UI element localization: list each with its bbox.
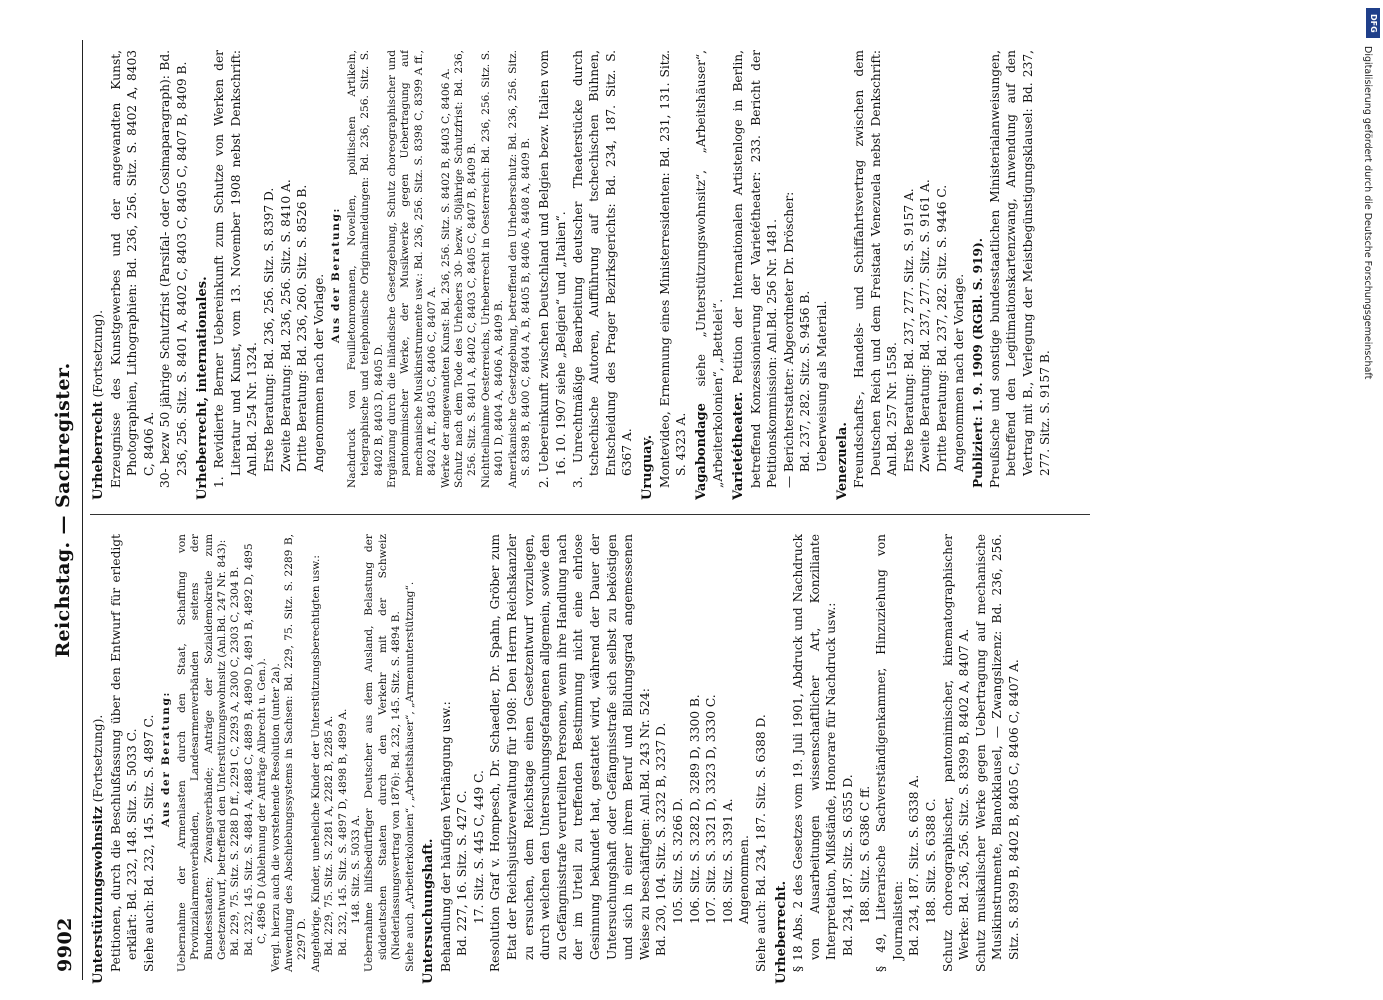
subsection-beratung	[330, 50, 533, 500]
entry-line: 2. Uebereinkunft zwischen Deutschland und Belgien bezw. Italien vom 16. 10. 1907 siehe „Belgien“ und „Italien“.	[537, 50, 568, 488]
entry-line: Dritte Beratung: Bd. 237, 282. Sitz. S. 9446 C.	[935, 184, 950, 472]
entry-line: Erste Beratung: Bd. 237, 277. Sitz. S. 9157 A.	[901, 188, 916, 472]
entry-line: Petitionen, durch die Beschlußfassung über den Entwurf für erledigt erklärt: Bd. 232, 148. Sitz. S. 5033 C.	[108, 534, 140, 972]
entry-line: Vergl. hierzu auch die vorstehende Resolution (unter 2a).	[269, 663, 282, 972]
entry-line: 148. Sitz. S. 5033 A.	[350, 814, 363, 924]
entry-heading: Urheberrecht.	[773, 880, 789, 984]
entry-line: Bd. 227, 16. Sitz. S. 427 C.	[455, 790, 470, 956]
entry-line: Amerikanische Gesetzgebung, betreffend den Urheberschutz: Bd. 236, 256. Sitz. S. 8398 B, 8400 C, 8404 A, B, 8405 B, 8406 A, 8408 A, 8409 B.	[506, 50, 532, 488]
entry-line: Siehe auch: Bd. 234, 187. Sitz. S. 6388 D.	[753, 714, 768, 972]
entry-line: Angehörige, Kinder, uneheliche Kinder der Unterstützungsberechtigten usw.:	[309, 555, 322, 972]
digitization-credit: Digitalisierung gefördert durch die Deutsche Forschungsgemeinschaft	[1362, 46, 1373, 380]
entry-line: Schutz nach dem Tode des Urhebers 30- bezw. 50jährige Schutzfrist: Bd. 236, 256. Sitz. S. 8401 A, 8402 C, 8403 C, 8405 C, 8407 B, 8409 B.	[452, 50, 479, 488]
entry-line: Montevideo, Ernennung eines Ministerresidenten: Bd. 231, 131. Sitz. S. 4323 A.	[657, 50, 689, 488]
entry-line: 106. Sitz. S. 3282 D, 3289 D, 3300 B.	[687, 694, 702, 924]
entry-line: Zweite Beratung: Bd. 236, 256. Sitz. S. 8410 A.	[278, 179, 293, 472]
right-column	[90, 50, 1220, 500]
entry-line: Dritte Beratung: Bd. 236, 260. Sitz. S. 8526 B.	[295, 184, 310, 472]
entry-line: Nachdruck von Feuilletonromanen, Novellen, politischen Artikeln, telegraphische und telephonische Originalmeldungen: Bd. 236, 256. Sitz. S. 8402 B, 8403 D, 8405 D.	[345, 50, 385, 488]
entry-publiziert	[970, 50, 1053, 500]
entry-line: Bd. 234, 187. Sitz. S. 6355 D.	[840, 774, 855, 956]
entry-line: Ergänzung durch die inländische Gesetzgebung, Schutz choreographischer und pantomimischer Werke, der Musikwerke gegen Uebertragung auf mechanische Musikinstrumente usw.: Bd. 236, 256. Sitz. S. 8398 C, 8399 A ff., 8402 A ff., 8405 C, 8406 C, 8407 A.	[385, 50, 439, 488]
entry-line: Angenommen.	[737, 835, 752, 924]
entry-line: § 18 Abs. 2 des Gesetzes vom 19. Juli 1901, Abdruck und Nachdruck von Ausarbeitungen wissenschaftlicher Art, Konziliante Interpretation, Mißstände, Honorare für Nachdruck usw.:	[791, 534, 839, 972]
entry-line: 3. Unrechtmäßige Bearbeitung deutscher Theaterstücke durch tschechische Autoren, Aufführung auf tschechischen Bühnen, Entscheidung des Prager Bezirksgerichts: Bd. 234, 187. Sitz. S. 6367 A.	[570, 50, 635, 488]
subsection-heading: Aus der Beratung:	[330, 207, 343, 343]
entry-line: Uebernahme der Armenlasten durch den Staat, Schaffung von Provinzialarmenverbänden, Landesarmenverbänden seitens der Bundesstaaten; Zwangsverbände; Anträge der Sozialdemokratie zum Gesetzentwurf, betreffend den Unterstützungswohnsitz (Anl.Bd. 247 Nr. 843):	[175, 534, 228, 972]
entry-uruguay	[639, 50, 690, 500]
entry-line: 1. Revidierte Berner Uebereinkunft zum Schutze von Werken der Literatur und Kunst, vom 13. November 1908 nebst Denkschrift: Anl.Bd. 254 Nr. 1324.	[212, 50, 260, 488]
entry-line: 105. Sitz. S. 3266 D.	[671, 797, 685, 924]
entry-line: Uebernahme hilfsbedürftiger Deutscher aus dem Ausland, Belastung der süddeutschen Staaten durch den Verkehr mit der Schweiz (Niederlassungsvertrag von 1876): Bd. 232, 145. Sitz. S. 4894 B.	[363, 534, 403, 972]
entry-heading-suffix: (Fortsetzung).	[91, 309, 105, 402]
entry-line: § 49, Literarische Sachverständigenkammer, Hinzuziehung von Journalisten:	[874, 534, 905, 972]
entry-line: Schutz musikalischer Werke gegen Uebertragung auf mechanische Musikinstrumente, Blanokklausel, — Zwangslizenz: Bd. 236, 256. Sitz. S. 8399 B, 8402 B, 8405 C, 8406 C, 8407 A.	[973, 534, 1021, 972]
entry-line: Angenommen nach der Vorlage.	[951, 273, 966, 472]
entry-urheberrecht-cont	[90, 50, 191, 500]
entry-line: Bd. 237, 282. Sitz. S. 9456 B.	[798, 290, 813, 472]
entry-heading: Varietétheater.	[730, 391, 746, 500]
entry-line: Anwendung des Abschiebungssystems in Sachsen: Bd. 229, 75. Sitz. S. 2289 B, 2297 D.	[283, 534, 309, 972]
entry-heading: Vagabondage	[693, 403, 709, 500]
entry-line: Werke der angewandten Kunst: Bd. 236, 256. Sitz. S. 8402 B, 8403 C, 8406 A.	[439, 68, 452, 488]
entry-venezuela	[834, 50, 968, 500]
entry-line: Erzeugnisse des Kunstgewerbes und der angewandten Kunst, Photographien, Lithographien: Bd. 236, 256. Sitz. S. 8402 A, 8403 C, 8406 A.	[108, 50, 156, 488]
entry-line: Siehe auch „Arbeiterkolonien“, „Arbeitshäuser“, „Armenunterstützung“.	[403, 581, 416, 972]
entry-line: siehe „Unterstützungswohnsitz“, „Arbeitshäuser“, „Arbeiterkolonien“, „Bettelei“.	[693, 50, 726, 488]
entry-heading: Venezuela.	[834, 422, 850, 500]
entry-line: 30- bezw 50 jährige Schutzfrist (Parsifal- oder Cosimaparagraph): Bd. 236, 256. Sitz. S. 8401 A, 8402 C, 8403 C, 8405 C, 8407 B, 8409 B.	[158, 50, 189, 488]
entry-line: 188. Sitz. S. 6388 C.	[923, 798, 938, 924]
entry-line: 188. Sitz. S. 6386 C ff.	[857, 785, 872, 924]
entry-line: Schutz choreographischer, pantomimischer, kinematographischer Werke: Bd. 236, 256. Sitz. S. 8399 B, 8402 A, 8407 A.	[940, 534, 972, 972]
entry-line: 17. Sitz. S. 445 C, 449 C.	[471, 770, 486, 924]
entry-urheberrecht-international-more	[536, 50, 636, 500]
entry-line: — Berichterstatter: Abgeordneter Dr. Dröscher:	[781, 191, 796, 488]
entry-line: Siehe auch: Bd. 232, 145. Sitz. S. 4897 C.	[141, 714, 156, 972]
entry-heading: Uruguay.	[639, 434, 655, 500]
entry-varietetheater	[730, 50, 831, 500]
entry-line: Bd. 230, 104. Sitz. S. 3232 B, 3237 D.	[654, 722, 669, 956]
entry-line: Nichtteilnahme Oesterreichs, Urheberrecht in Oesterreich: Bd. 236, 256. Sitz. S. 8401 D, 8404 A, 8406 A, 8409 B.	[479, 50, 506, 488]
entry-line: Ueberweisung als Material.	[814, 300, 829, 472]
entry-line: Resolution Graf v. Hompesch, Dr. Schaedler, Dr. Spahn, Gröber zum Etat der Reichsjustizverwaltung für 1908: Den Herrn Reichskanzler zu ersuchen, dem Reichstage einen Gesetzentwurf vorzulegen, durch welchen den Untersuchungsgefangenen allgemein, sowie den zu Gefängnisstrafe verurteilten Personen, wenn ihre Handlung nach der im Urteil zu treffenden Bestimmung nicht eine ehrlose Gesinnung bekundet hat, gestattet wird, während der Dauer der Untersuchungshaft oder Gefängnisstrafe sich selbst zu beköstigen und sich in einer ihrem Beruf und Bildungsgrad angemessenen Weise zu beschäftigen: Anl.Bd. 243 Nr. 524:	[488, 534, 652, 972]
entry-untersuchungshaft	[420, 534, 769, 984]
entry-urheberrecht-international	[194, 50, 328, 500]
entry-unterstuetzungswohnsitz	[90, 534, 157, 984]
entry-line: Bd. 232, 145. Sitz. S. 4897 D, 4898 B, 4899 A.	[336, 708, 349, 956]
entry-line: Angenommen nach der Vorlage.	[311, 273, 326, 472]
entry-line: Petition der Internationalen Artistenloge in Berlin, betreffend Konzessionierung der Varietétheater: 233. Bericht der Petitionskommission: Anl.Bd. 256 Nr. 1481.	[730, 50, 780, 488]
entry-heading: Untersuchungshaft.	[421, 838, 437, 984]
entry-vagabondage	[693, 50, 727, 500]
entry-line: Preußische und sonstige bundesstaatlichen Ministerialanweisungen, betreffend den Legitimationskartenzwang, Anwendung auf den Vertrag mit B., Verlegung der Meistbegünstigungsklausel: Bd. 237, 277. Sitz. S. 9157 B.	[987, 50, 1052, 488]
entry-line: Bd. 232, 145. Sitz. S. 4884 A, 4888 C, 4889 B, 4890 D, 4891 B, 4892 D, 4895 C, 4896 D (Ablehnung der Anträge Albrecht u. Gen.).	[242, 543, 269, 956]
entry-line: Freundschafts-, Handels- und Schiffahrtsvertrag zwischen dem Deutschen Reich und dem Freistaat Venezuela nebst Denkschrift: Anl.Bd. 257 Nr. 1558.	[852, 50, 900, 488]
page-title: Reichstag. — Sachregister.	[52, 362, 74, 658]
entry-heading: Urheberrecht	[91, 401, 106, 500]
entry-heading: Urheberrecht, internationales.	[194, 276, 210, 500]
entry-line: Behandlung der häufigen Verhängung usw.:	[438, 701, 453, 972]
entry-line: Bd. 229, 75. Sitz. S. 2288 D ff., 2291 C, 2293 A, 2300 C, 2303 C, 2304 B.	[229, 566, 242, 956]
entry-line: 107. Sitz. S. 3321 D, 3323 D, 3330 C.	[704, 694, 719, 924]
running-head	[52, 40, 83, 980]
entry-line: Erste Beratung: Bd. 236, 256. Sitz. S. 8397 D.	[261, 187, 276, 472]
column-divider	[90, 514, 1090, 515]
page-number: 9902	[54, 917, 76, 972]
entry-line: Zweite Beratung: Bd. 237, 277. Sitz. S. 9161 A.	[918, 179, 933, 472]
subsection-beratung	[160, 534, 417, 984]
entry-line: Publiziert: 1. 9. 1909 (RGBl. S. 919).	[971, 237, 986, 488]
entry-line: Bd. 234, 187. Sitz. S. 6338 A.	[907, 774, 922, 956]
entry-line: 108. Sitz. S. 3391 A.	[720, 798, 735, 924]
dfg-logo: DFG	[1366, 8, 1380, 38]
subsection-heading: Aus der Beratung:	[160, 691, 173, 827]
entry-line: Bd. 229, 75. Sitz. S. 2281 A, 2282 B, 2285 A.	[323, 715, 336, 956]
left-column	[90, 534, 1220, 984]
entry-urheberrecht	[773, 534, 1023, 984]
entry-heading-suffix: (Fortsetzung).	[91, 714, 105, 807]
entry-heading: Unterstützungswohnsitz	[91, 806, 106, 984]
